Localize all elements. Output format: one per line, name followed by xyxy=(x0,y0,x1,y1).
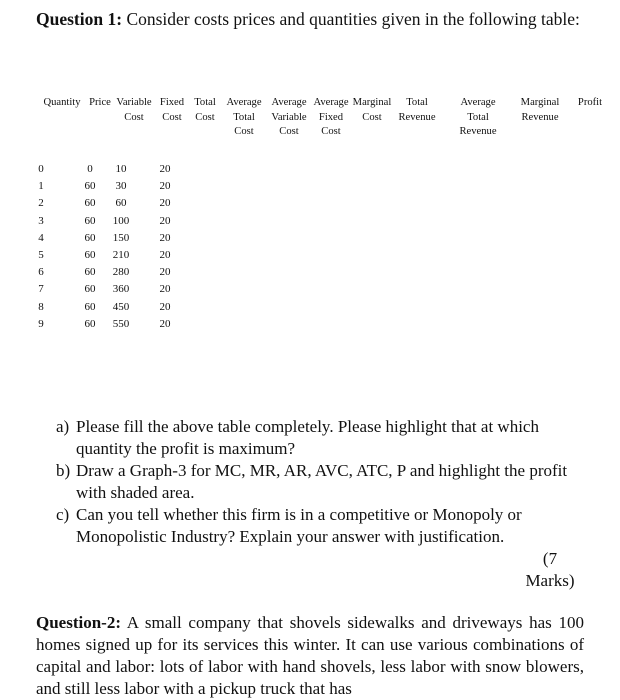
column-header-line: Average xyxy=(460,97,496,108)
part-b-text: Draw a Graph-3 for MC, MR, AR, AVC, ATC, P and highlight the profit with shaded area. xyxy=(76,461,568,502)
table-cell-fixed-cost: 20 xyxy=(159,197,171,210)
column-header-line: Variable xyxy=(271,111,307,123)
part-a xyxy=(56,416,586,460)
column-header-line: Average xyxy=(313,97,349,108)
column-header-line: Marginal xyxy=(352,97,392,108)
question-2-label: Question-2: xyxy=(36,613,121,632)
column-header-line: Average xyxy=(271,97,307,108)
column-header-line: Price xyxy=(89,97,111,108)
table-cell-quantity: 7 xyxy=(38,283,44,296)
table-cell-variable-cost: 450 xyxy=(112,300,130,313)
table-cell-quantity: 3 xyxy=(38,214,44,227)
part-a-text: Please fill the above table completely. Please highlight that at which quantity the profit is maximum? xyxy=(76,417,539,458)
table-cell-quantity: 1 xyxy=(38,180,44,193)
column-header-line: Cost xyxy=(279,126,299,137)
table-cell-price: 60 xyxy=(84,231,96,244)
column-header-line: Fixed xyxy=(159,97,185,108)
part-b xyxy=(56,460,586,504)
column-header-line: Total xyxy=(467,111,489,123)
table-cell-variable-cost: 30 xyxy=(115,180,127,193)
column-header-line: Cost xyxy=(124,111,144,123)
column-header-line: Cost xyxy=(195,111,215,123)
question-1-text: Consider costs prices and quantities given in the following table: xyxy=(126,9,580,29)
column-header-line: Revenue xyxy=(398,111,436,123)
column-header-line: Total xyxy=(194,97,216,108)
table-cell-price: 60 xyxy=(84,249,96,261)
part-c-text: Can you tell whether this firm is in a competitive or Monopoly or Monopolistic Industry? Explain your answer with justification. xyxy=(76,505,522,546)
question-2 xyxy=(36,612,584,700)
part-c-label: c) xyxy=(56,505,70,524)
table-cell-variable-cost: 280 xyxy=(112,266,130,279)
part-b-label: b) xyxy=(56,461,71,480)
table-cell-fixed-cost: 20 xyxy=(159,214,171,227)
table-cell-fixed-cost: 20 xyxy=(159,249,171,261)
column-header-line: Cost xyxy=(321,126,341,137)
table-cell-quantity: 8 xyxy=(38,300,44,313)
table-cell-quantity: 2 xyxy=(38,197,44,210)
table-cell-variable-cost: 360 xyxy=(112,283,130,296)
table-cell-price: 60 xyxy=(84,266,96,279)
table-cell-quantity: 0 xyxy=(38,163,44,175)
table-cell-price: 60 xyxy=(84,317,96,330)
table-cell-variable-cost: 150 xyxy=(112,231,130,244)
column-header-line: Average xyxy=(226,97,262,108)
question-1 xyxy=(36,8,596,30)
column-header-line: Total xyxy=(233,111,255,123)
table-cell-fixed-cost: 20 xyxy=(159,163,171,175)
question-1-label: Question 1: xyxy=(36,9,123,29)
table-cell-fixed-cost: 20 xyxy=(159,317,171,330)
table-cell-quantity: 4 xyxy=(38,231,44,244)
table-cell-quantity: 6 xyxy=(38,266,44,279)
table-cell-quantity: 5 xyxy=(38,249,44,261)
column-header-line: Variable xyxy=(116,97,152,108)
column-header-line: Fixed xyxy=(318,111,344,123)
table-cell-fixed-cost: 20 xyxy=(159,283,171,296)
table-cell-fixed-cost: 20 xyxy=(159,180,171,193)
table-cell-quantity: 9 xyxy=(38,317,44,330)
table-cell-fixed-cost: 20 xyxy=(159,231,171,244)
column-header-line: Revenue xyxy=(459,126,497,137)
marks-label: (7 Marks) xyxy=(525,549,575,590)
column-header-line: Quantity xyxy=(43,97,81,108)
table-cell-variable-cost: 10 xyxy=(115,163,127,175)
table-cell-variable-cost: 210 xyxy=(112,249,130,261)
column-header xyxy=(550,96,620,111)
column-header-line: Revenue xyxy=(521,111,559,123)
table-cell-price: 60 xyxy=(84,180,96,193)
question-2-text: A small company that shovels sidewalks and driveways has 100 homes signed up for its services this winter. It can use various combinations of capital and labor: lots of labor with hand shovels, less labor with snow blowers, and still less labor with a pickup truck that has xyxy=(36,613,584,698)
table-cell-price: 60 xyxy=(84,300,96,313)
table-cell-price: 60 xyxy=(84,214,96,227)
table-cell-fixed-cost: 20 xyxy=(159,266,171,279)
part-a-label: a) xyxy=(56,417,70,436)
table-cell-price: 0 xyxy=(87,163,93,175)
table-cell-price: 60 xyxy=(84,197,96,210)
table-cell-price: 60 xyxy=(84,283,96,296)
sub-questions xyxy=(56,416,586,548)
column-header-line: Profit xyxy=(577,97,603,108)
table-cell-fixed-cost: 20 xyxy=(159,300,171,313)
column-header-line: Cost xyxy=(162,111,182,123)
column-header-line: Cost xyxy=(234,126,254,137)
table-cell-variable-cost: 550 xyxy=(112,317,130,330)
column-header-line: Marginal xyxy=(520,97,560,108)
column-header-line: Cost xyxy=(362,111,382,123)
part-c xyxy=(56,504,586,548)
column-header-line: Total xyxy=(406,97,428,108)
table-cell-variable-cost: 60 xyxy=(115,197,127,210)
table-cell-variable-cost: 100 xyxy=(112,214,130,227)
